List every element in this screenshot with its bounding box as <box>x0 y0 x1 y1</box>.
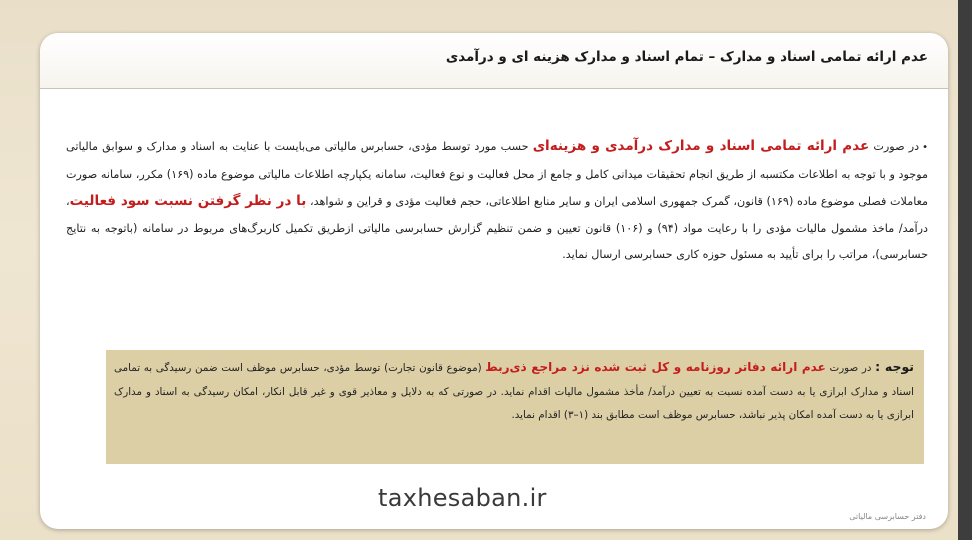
note-highlight: عدم ارائه دفاتر روزنامه و کل ثبت شده نزد مراجع ذی‌ربط <box>485 360 826 374</box>
slide-card <box>40 33 948 529</box>
paragraph-part-2: حسب مورد توسط مؤدی، حسابرس مالیاتی می‌بایست با عنایت به اسناد و مدارک و سوابق مالیاتی موجود و با توجه به اطلاعات مکتسبه از طریق انجام تحقیقات میدانی کامل و جامع از محل فعالیت و نوع فعالیت، سامانه یکپارچه اطلاعات مالیاتی موضوع ماده (۱۶۹) مکرر، سامانه صورت معاملات فصلی موضوع ماده (۱۶۹) قانون، گمرک جمهوری اسلامی ایران و سایر منابع اطلاعاتی، حجم فعالیت مؤدی و قراین و شواهد، <box>66 140 928 208</box>
note-part-1: در صورت <box>825 362 876 374</box>
note-box <box>106 350 924 464</box>
paragraph-part-3: ، درآمد/ ماخذ مشمول مالیات مؤدی را با رعایت مواد (۹۴) و (۱۰۶) قانون تعیین و ضمن تنظیم گزارش حسابرسی مالیاتی ازطریق تکمیل کاربرگ‌های مربوط در سامانه (باتوجه به نتایج حسابرسی)، مراتب را برای تأیید به مسئول حوزه کاری حسابرسی ارسال نماید. <box>66 195 929 261</box>
site-watermark: taxhesaban.ir <box>378 484 547 512</box>
bullet-icon: • <box>922 142 928 153</box>
paragraph-part-1: در صورت <box>869 140 920 153</box>
slide-title: عدم ارائه تمامی اسناد و مدارک – تمام اسناد و مدارک هزینه ای و درآمدی <box>445 49 928 65</box>
paragraph-highlight-2: با در نظر گرفتن نسبت سود فعالیت <box>69 193 307 209</box>
paragraph-highlight-1: عدم ارائه تمامی اسناد و مدارک درآمدی و هزینه‌ای <box>532 138 870 154</box>
note-label: توجه : <box>875 359 914 374</box>
right-edge-strip <box>958 0 972 540</box>
slide-header <box>40 33 948 89</box>
slide-footer-label: دفتر حسابرسی مالیاتی <box>849 512 926 521</box>
main-paragraph <box>66 133 928 269</box>
note-part-2: (موضوع قانون تجارت) توسط مؤدی، حسابرس موظف است ضمن رسیدگی به تمامی اسناد و مدارک ابرازی یا به دست آمده نسبت به تعیین درآمد/ مأخذ مشمول مالیات اقدام نماید. در صورتی که به دلایل و معاذیر قوی و غیر قابل انکار، امکان رسیدگی به اسناد و مدارک ابرازی یا به دست آمده امکان پذیر نباشد، حسابرس موظف است مطابق بند (۱–۳) اقدام نماید. <box>114 362 914 421</box>
